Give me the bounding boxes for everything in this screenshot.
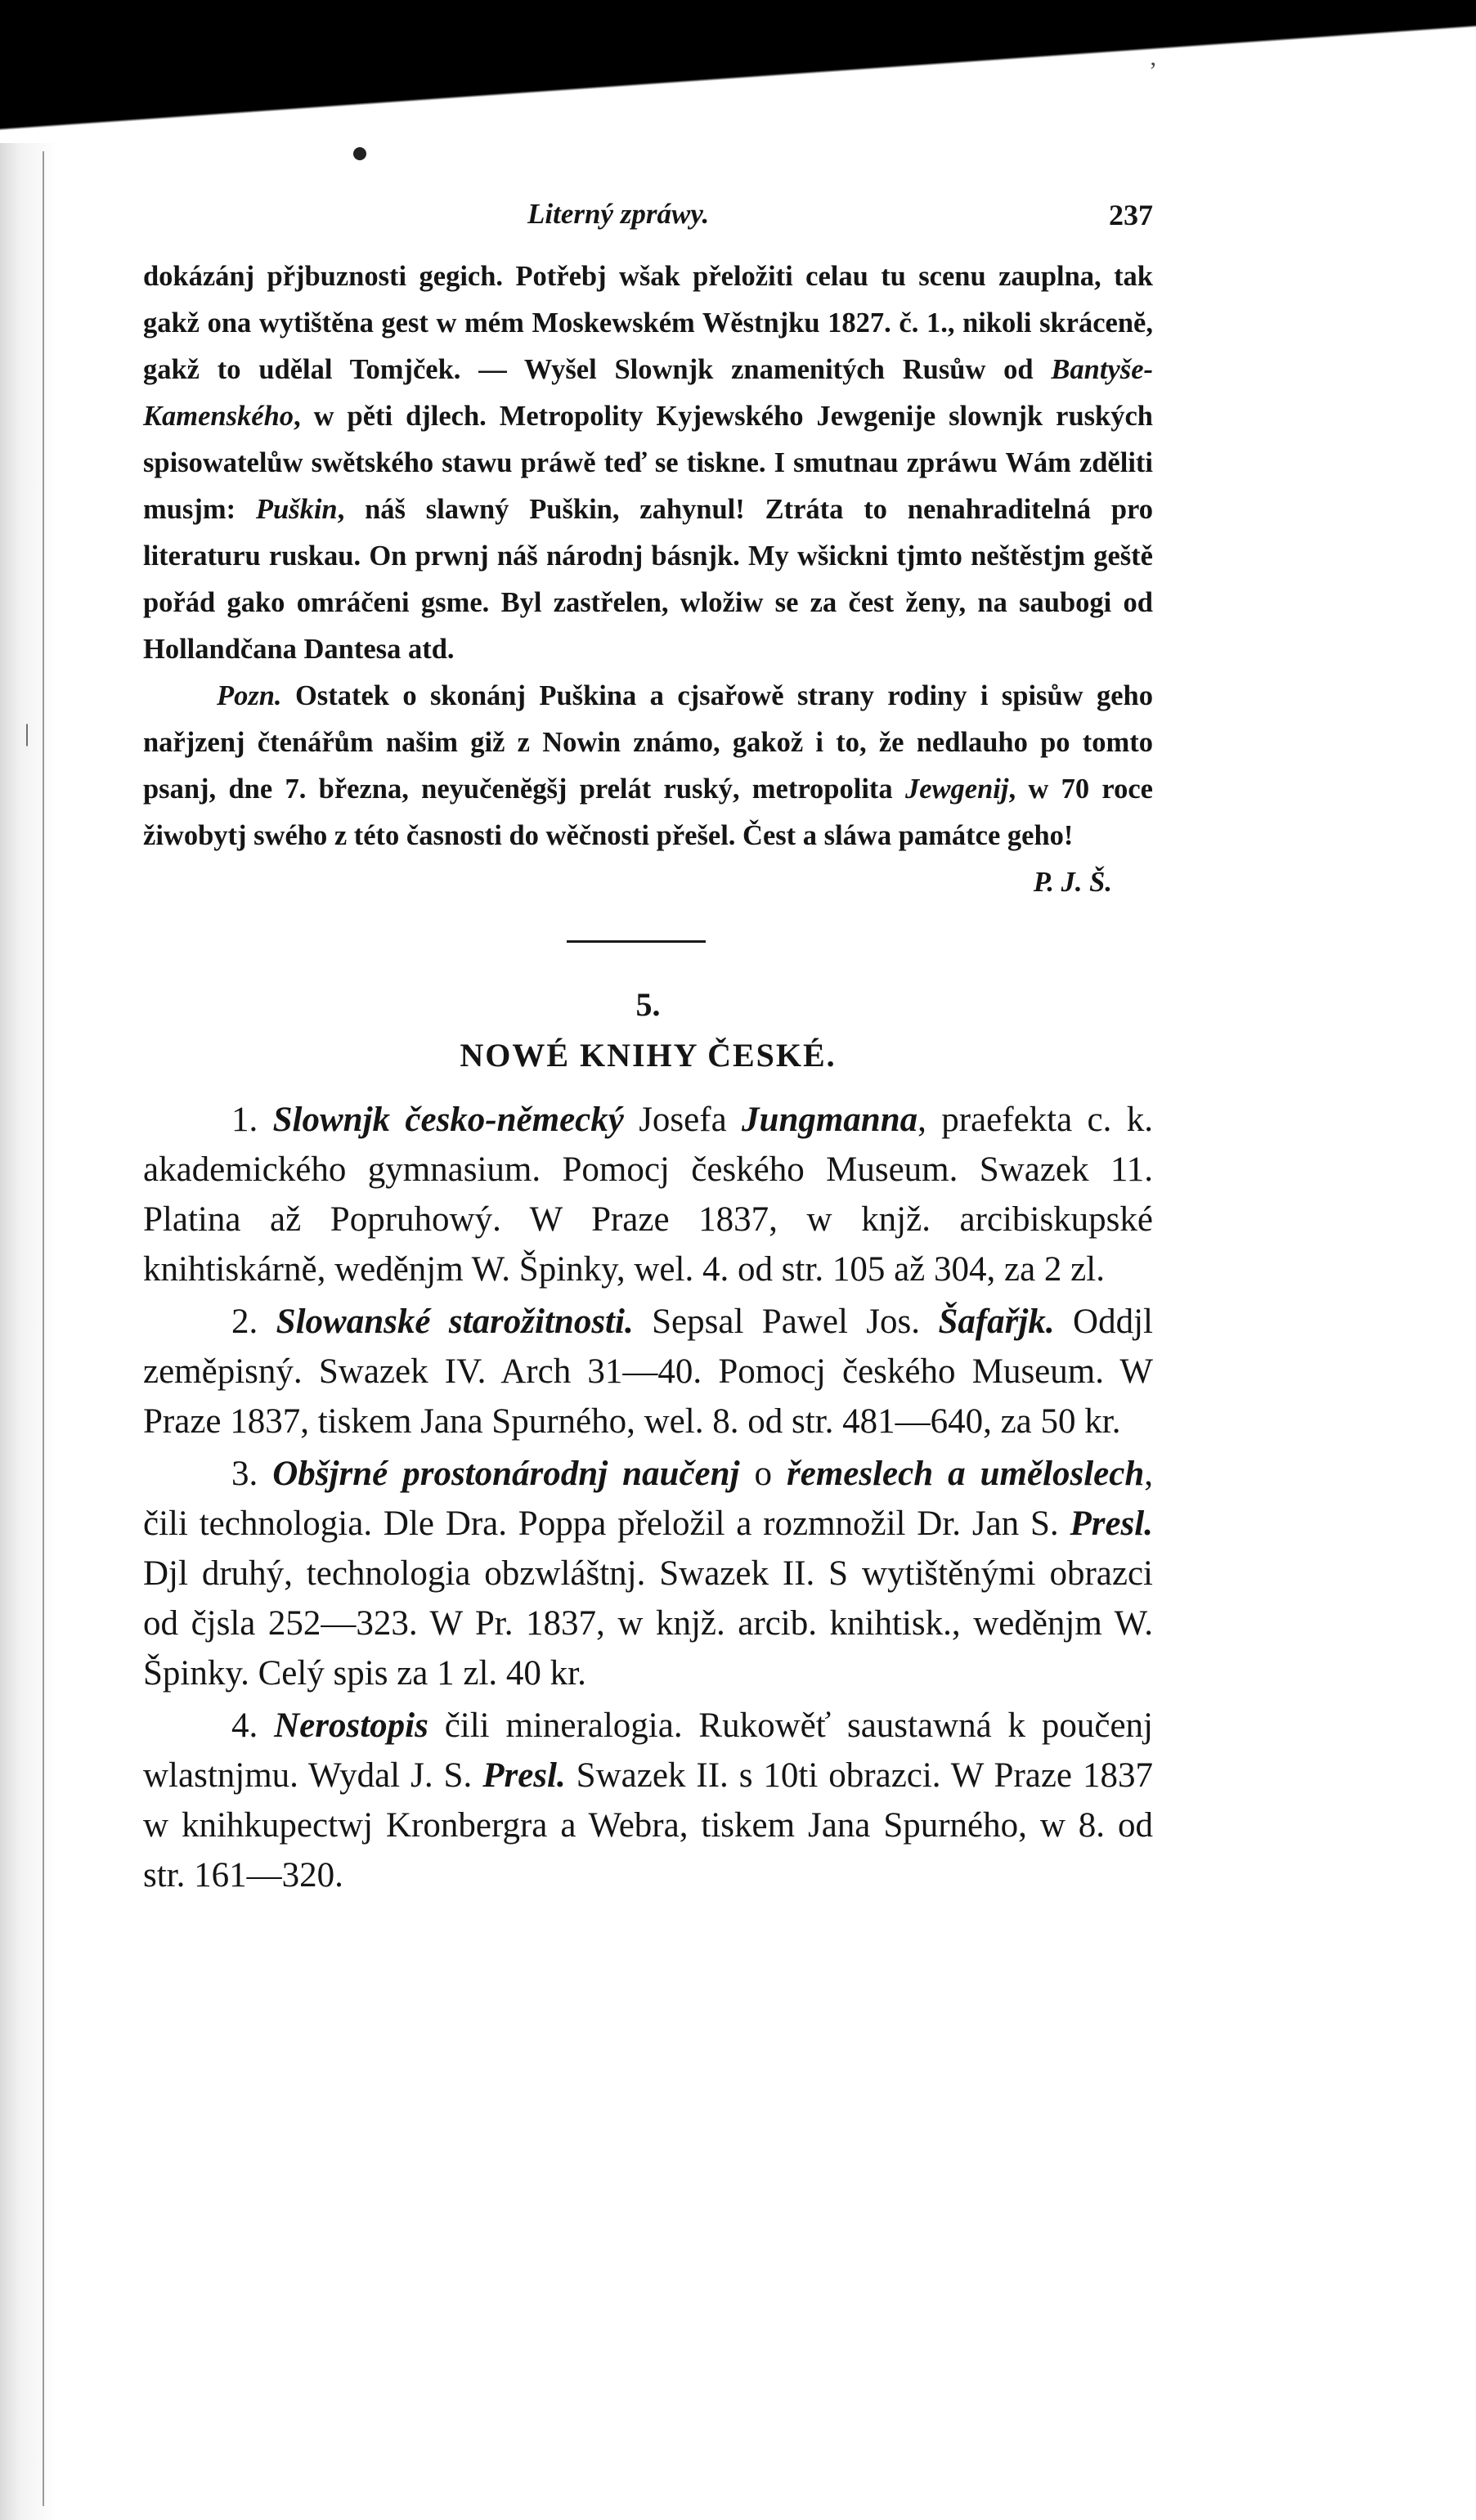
- text-run: čili mineralogia. Rukowěť saustawná k poučenj wlastnjmu. Wydal J. S.: [143, 1706, 1154, 1795]
- text-run: 4.: [231, 1706, 275, 1745]
- text-run: , náš slawný Puškin, zahynul! Ztráta to nenahraditelná pro literaturu ruskau. On prwnj náš národnj básnjk. My wšickni tjmto neštěstjm geště pořád gako omráčeni gsme. Byl zastřelen, wložiw se za čest ženy, na saubogi od Hollandčana Dantesa atd.: [143, 494, 1153, 665]
- page-header: [143, 188, 1153, 253]
- text-run: , w pěti djlech. Metropolity Kyjewského Jewgenije slownjk ruských spisowatelůw swětského stawu práwě teď se tiskne. I smutnau zpráwu Wám zděliti musjm:: [143, 401, 1153, 525]
- ink-spot: [353, 147, 366, 160]
- text-run: Ostatek o skonánj Puškina a cjsařowě strany rodiny i spisůw geho nařjzenj čtenářům našim giž z Nowin známo, gakož i to, že nedlauho po tomto psanj, dne 7. března, neyučenĕgšj prelát ruský, metropolita: [143, 680, 1153, 805]
- emphasis-name: Bantyše-Kamenského: [143, 354, 1153, 432]
- letter-paragraph: [143, 253, 1153, 673]
- page-edge-shadow: [0, 114, 57, 2520]
- author-name: Jungmanna: [742, 1101, 918, 1139]
- page-gutter-line: [43, 151, 44, 2506]
- text-run: o: [739, 1455, 787, 1493]
- signature: P. J. Š.: [1033, 867, 1112, 898]
- book-title: Slowanské starožitnosti.: [276, 1303, 634, 1341]
- note-label: Pozn.: [217, 680, 282, 711]
- book-entry: [143, 1701, 1153, 1900]
- author-name: Presl.: [1070, 1504, 1153, 1543]
- text-run: Josefa: [623, 1101, 742, 1139]
- section-title: NOWÉ KNIHY ČESKÉ.: [460, 1037, 837, 1074]
- book-entry: [143, 1297, 1153, 1446]
- text-run: , praefekta c. k. akademického gymnasium. Pomocj českého Museum. Swazek 11. Platina až Popruhowý. W Praze 1837, w knjž. arcibiskupské knihtiskárně, weděnjm W. Špinky, wel. 4. od str. 105 až 304, za 2 zl.: [143, 1101, 1154, 1289]
- top-right-mark: ’: [1149, 57, 1157, 84]
- book-title: Slownjk česko-německý: [272, 1101, 624, 1139]
- scan-top-border: [0, 0, 1476, 143]
- text-run: 3.: [231, 1455, 273, 1493]
- text-run: , čili technologia. Dle Dra. Poppa přeložil a rozmnožil Dr. Jan S.: [143, 1455, 1154, 1543]
- left-margin-mark: |: [25, 720, 30, 747]
- section-number: 5.: [635, 986, 661, 1023]
- running-title: Literný zpráwy.: [527, 198, 710, 230]
- text-run: Djl druhý, technologia obzwláštnj. Swazek II. S wytištěnými obrazci od čjsla 252—323. W Pr. 1837, w knjž. arcib. knihtisk., weděnjm W. Špinky. Celý spis za 1 zl. 40 kr.: [143, 1554, 1153, 1693]
- editor-note: [143, 673, 1153, 859]
- text-run: , w 70 roce žiwobytj swého z této časnosti do wěčnosti přešel. Čest a sláwa památce geho!: [143, 773, 1153, 851]
- page-number: 237: [1109, 199, 1153, 231]
- section-divider: [567, 940, 706, 943]
- text-run: dokázánj přjbuznosti gegich. Potřebj wšak přeložiti celau tu scenu zauplna, tak gakž ona wytištěna gest w mém Moskewském Wěstnjku 1827. č. 1., nikoli skrácenĕ, gakž to udělal Tomjček. — Wyšel Slownjk znamenitých Rusůw od: [143, 261, 1153, 385]
- page-content: [143, 188, 1153, 1900]
- emphasis-name: Puškin: [255, 494, 338, 525]
- text-run: Sepsal Pawel Jos.: [633, 1303, 939, 1341]
- book-entry: [143, 1449, 1153, 1698]
- text-run: Oddjl zeměpisný. Swazek IV. Arch 31—40. Pomocj českého Museum. W Praze 1837, tiskem Jana Spurného, wel. 8. od str. 481—640, za 50 kr.: [143, 1303, 1153, 1441]
- book-title: řemeslech a uměloslech: [787, 1455, 1145, 1493]
- book-title: Nerostopis: [274, 1706, 428, 1745]
- author-name: Presl.: [482, 1756, 566, 1795]
- text-run: Swazek II. s 10ti obrazci. W Praze 1837 w knihkupectwj Kronbergra a Webra, tiskem Jana Spurného, w 8. od str. 161—320.: [143, 1756, 1153, 1894]
- letter-text: [143, 253, 1153, 906]
- book-entry: [143, 1095, 1153, 1294]
- book-title: Obšjrné prostonárodnj naučenj: [272, 1455, 740, 1493]
- book-list: [143, 1095, 1153, 1900]
- emphasis-name: Jewgenij: [904, 773, 1009, 805]
- author-name: Šafařjk.: [938, 1303, 1055, 1341]
- text-run: 2.: [231, 1303, 276, 1341]
- text-run: 1.: [231, 1101, 273, 1139]
